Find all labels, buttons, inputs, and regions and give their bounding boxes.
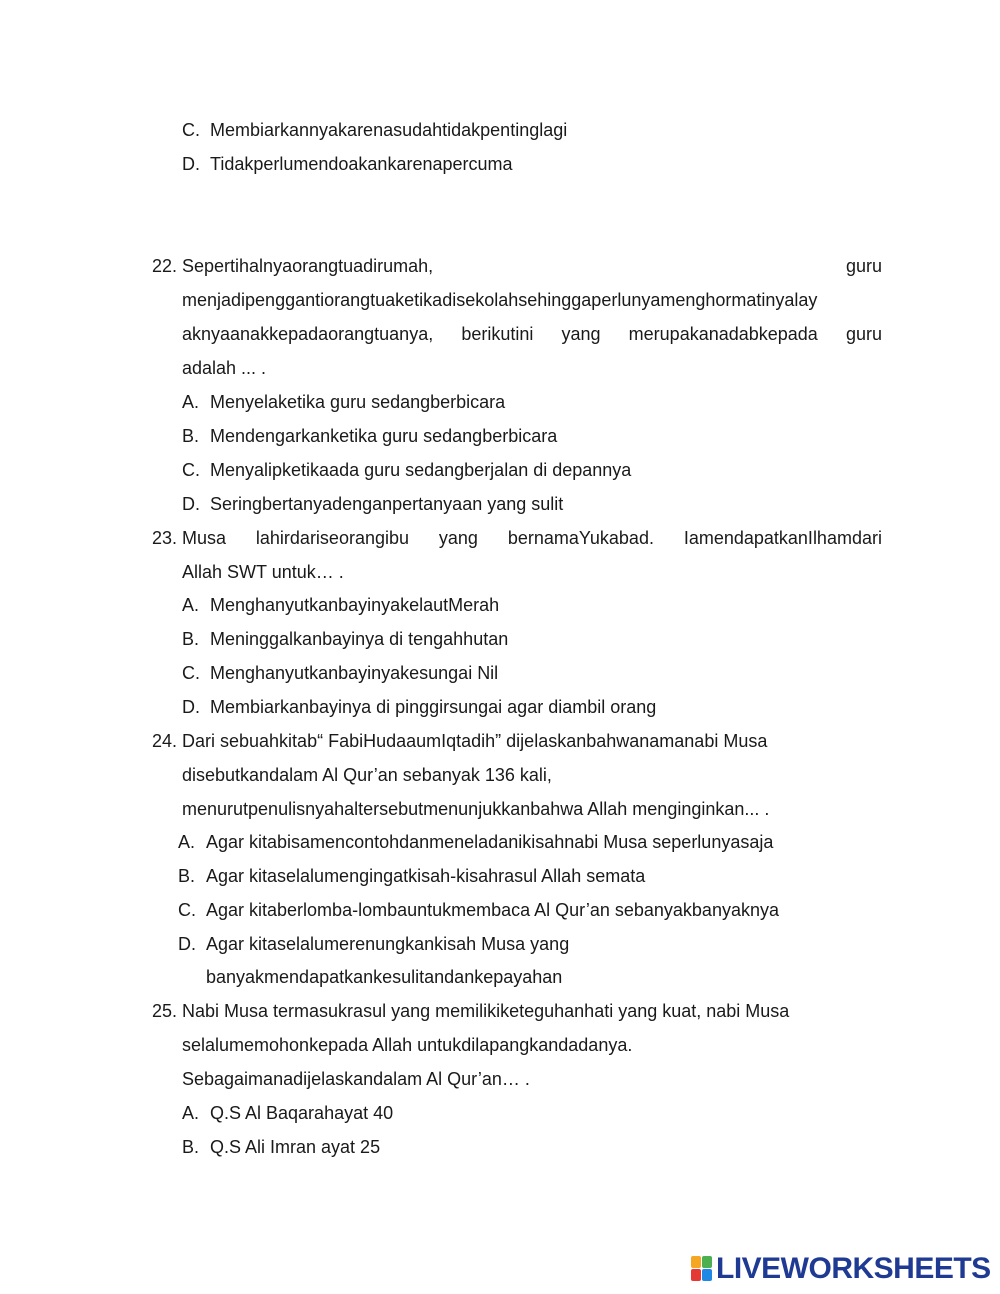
q22-option-a: A. Menyelaketika guru sedangberbicara [182, 392, 506, 412]
q21-option-c: C. Membiarkannyakarenasudahtidakpentinglagi [182, 120, 568, 140]
liveworksheets-logo[interactable] [691, 1252, 991, 1286]
q22-option-c: C. Menyalipketikaada guru sedangberjalan di depannya [182, 460, 632, 480]
q25-option-b: B. Q.S Ali Imran ayat 25 [182, 1137, 381, 1157]
q23-number: 23. [152, 528, 178, 548]
q25-stem-line1: Nabi Musa termasukrasul yang memilikiketeguhanhati yang kuat, nabi Musa [182, 1001, 790, 1021]
q22-option-b: B. Mendengarkanketika guru sedangberbicara [182, 426, 558, 446]
q24-stem-line1: Dari sebuahkitab“ FabiHudaaumIqtadih” dijelaskanbahwanamanabi Musa [182, 731, 768, 751]
q24-option-d: D. Agar kitaselalumerenungkankisah Musa yang [178, 934, 570, 954]
q24-option-c: C. Agar kitaberlomba-lombauntukmembaca Al Qur’an sebanyakbanyaknya [178, 900, 779, 920]
liveworksheets-logo-icon [691, 1256, 713, 1282]
q23-option-b: B. Meninggalkanbayinya di tengahhutan [182, 629, 509, 649]
q22-stem-line2: menjadipenggantiorangtuaketikadisekolahsehinggaperlunyamenghormatinyalay [182, 290, 818, 310]
q22-number: 22. [152, 256, 178, 276]
q21-option-d: D. Tidakperlumendoakankarenapercuma [182, 154, 513, 174]
q23-stem-line2: Allah SWT untuk… . [182, 562, 344, 582]
q25-option-a: A. Q.S Al Baqarahayat 40 [182, 1103, 394, 1123]
q22-stem-line3: aknyaanakkepadaorangtuanya, berikutini yang merupakanadabkepada guru [182, 324, 882, 344]
q24-number: 24. [152, 731, 178, 751]
q25-number: 25. [152, 1001, 178, 1021]
q25-stem-line3: Sebagaimanadijelaskandalam Al Qur’an… . [182, 1069, 530, 1089]
q23-option-a: A. MenghanyutkanbayinyakelautMerah [182, 595, 500, 615]
logo-text: LIVEWORKSHEETS [716, 1252, 991, 1285]
q24-stem-line3: menurutpenulisnyahaltersebutmenunjukkanbahwa Allah menginginkan... . [182, 799, 770, 819]
q24-option-b: B. Agar kitaselalumengingatkisah-kisahrasul Allah semata [178, 866, 646, 886]
q24-option-d-continued: banyakmendapatkankesulitandankepayahan [206, 967, 563, 987]
q24-stem-line2: disebutkandalam Al Qur’an sebanyak 136 kali, [182, 765, 552, 785]
q23-stem-line1: Musa lahirdariseorangibu yang bernamaYukabad. IamendapatkanIlhamdari [182, 528, 882, 548]
q22-stem-line1: Sepertihalnyaorangtuadirumah, guru [182, 256, 882, 276]
q23-option-d: D. Membiarkanbayinya di pinggirsungai agar diambil orang [182, 697, 657, 717]
q22-stem-line4: adalah ... . [182, 358, 267, 378]
q24-option-a: A. Agar kitabisamencontohdanmeneladanikisahnabi Musa seperlunyasaja [178, 832, 774, 852]
q23-option-c: C. Menghanyutkanbayinyakesungai Nil [182, 663, 499, 683]
q25-stem-line2: selalumemohonkepada Allah untukdilapangkandadanya. [182, 1035, 633, 1055]
q22-option-d: D. Seringbertanyadenganpertanyaan yang sulit [182, 494, 564, 514]
